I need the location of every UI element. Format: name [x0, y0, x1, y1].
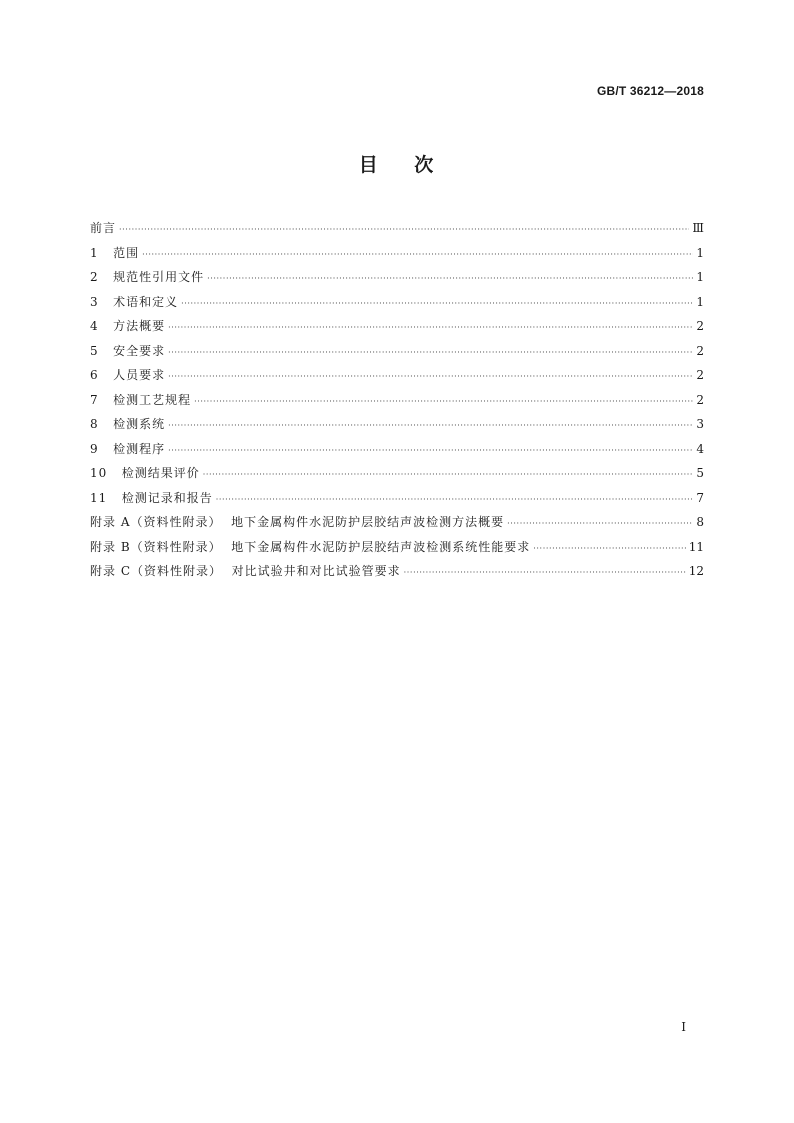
toc-entry-page: 5	[696, 466, 704, 480]
toc-leader-dots	[168, 414, 693, 439]
toc-entry-inspection-procedure-spec[interactable]	[90, 388, 704, 413]
toc-entry-appendix-b[interactable]	[90, 535, 704, 560]
toc-entry-page: 2	[696, 392, 704, 407]
toc-entry-label: 附录 B（资料性附录） 地下金属构件水泥防护层胶结声波检测系统性能要求	[90, 539, 531, 554]
toc-leader-dots	[194, 390, 693, 415]
toc-leader-dots	[168, 439, 693, 464]
toc-entry-label: 10 检测结果评价	[90, 466, 200, 480]
toc-entry-page: 1	[696, 245, 704, 260]
page-number: I	[681, 1020, 686, 1034]
toc-entry-label: 8 检测系统	[90, 417, 166, 431]
toc-entry-normative-references[interactable]	[90, 265, 704, 290]
toc-entry-label: 6 人员要求	[90, 368, 166, 382]
toc-entry-page: Ⅲ	[692, 221, 704, 235]
toc-entry-method-summary[interactable]	[90, 314, 704, 339]
toc-entry-page: 12	[688, 564, 704, 578]
toc-leader-dots	[168, 365, 693, 390]
toc-entry-label: 3 术语和定义	[90, 294, 179, 309]
toc-entry-personnel-requirements[interactable]	[90, 363, 704, 388]
toc-entry-page: 7	[696, 490, 704, 505]
toc-entry-label: 1 范围	[90, 245, 140, 260]
toc-leader-dots	[181, 292, 693, 317]
toc-leader-dots	[203, 463, 694, 488]
toc-entry-page: 2	[696, 319, 704, 333]
toc-entry-label: 附录 A（资料性附录） 地下金属构件水泥防护层胶结声波检测方法概要	[90, 515, 505, 529]
toc-entry-page: 2	[696, 368, 704, 382]
toc-entry-label: 7 检测工艺规程	[90, 392, 192, 407]
table-of-contents	[90, 216, 704, 584]
toc-entry-page: 4	[696, 441, 704, 456]
toc-entry-appendix-a[interactable]	[90, 510, 704, 535]
toc-entry-page: 2	[696, 343, 704, 358]
toc-entry-inspection-system[interactable]	[90, 412, 704, 437]
toc-entry-label: 5 安全要求	[90, 343, 166, 358]
toc-entry-page: 11	[688, 539, 704, 554]
toc-leader-dots	[216, 488, 694, 513]
toc-entry-terms-definitions[interactable]	[90, 290, 704, 315]
toc-entry-page: 1	[696, 294, 704, 309]
toc-entry-label: 2 规范性引用文件	[90, 270, 205, 284]
toc-leader-dots	[207, 267, 693, 292]
toc-entry-safety-requirements[interactable]	[90, 339, 704, 364]
toc-entry-label: 前言	[90, 221, 117, 235]
page-title: 目 次	[358, 154, 436, 176]
toc-entry-page: 8	[696, 515, 704, 529]
toc-entry-result-evaluation[interactable]	[90, 461, 704, 486]
toc-entry-label: 4 方法概要	[90, 319, 166, 333]
standard-code: GB/T 36212—2018	[596, 84, 704, 98]
toc-leader-dots	[119, 218, 689, 243]
toc-entry-label: 9 检测程序	[90, 441, 166, 456]
toc-entry-appendix-c[interactable]	[90, 559, 704, 584]
toc-entry-label: 附录 C（资料性附录） 对比试验井和对比试验管要求	[90, 564, 401, 578]
toc-entry-page: 3	[696, 417, 704, 431]
toc-leader-dots	[168, 316, 693, 341]
toc-entry-foreword[interactable]	[90, 216, 704, 241]
toc-leader-dots	[507, 512, 693, 537]
toc-entry-inspection-process[interactable]	[90, 437, 704, 462]
toc-entry-page: 1	[696, 270, 704, 284]
toc-leader-dots	[404, 561, 686, 586]
toc-leader-dots	[533, 537, 685, 562]
toc-leader-dots	[168, 341, 693, 366]
toc-leader-dots	[142, 243, 693, 268]
toc-entry-records-reports[interactable]	[90, 486, 704, 511]
toc-entry-scope[interactable]	[90, 241, 704, 266]
toc-entry-label: 11 检测记录和报告	[90, 490, 213, 505]
